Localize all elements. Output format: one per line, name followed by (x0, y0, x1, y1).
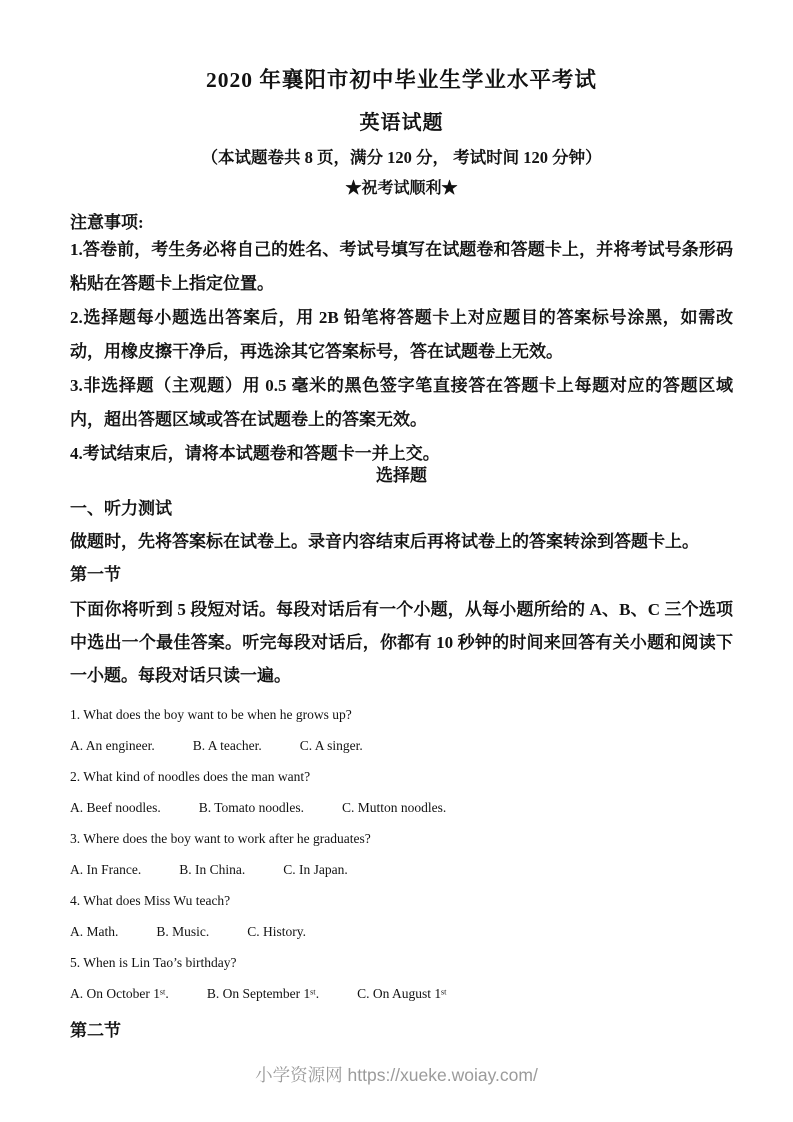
watermark-footer: 小学资源网 https://xueke.woiay.com/ (255, 1065, 538, 1085)
part2-heading: 第二节 (70, 1021, 121, 1040)
question-4-options (70, 924, 733, 940)
question-3-option-b: B. In China. (179, 862, 246, 877)
exam-title: 2020 年襄阳市初中毕业生学业水平考试 (206, 68, 597, 92)
listening-section-heading: 一、听力测试 (70, 499, 172, 518)
question-5-option-b: B. On September 1ˢᵗ. (206, 986, 320, 1001)
listening-note: 做题时，先将答案标在试卷上。录音内容结束后再将试卷上的答案转涂到答题卡上。 (70, 532, 699, 551)
question-3-option-c: C. In Japan. (283, 862, 348, 877)
notices-heading: 注意事项: (70, 213, 144, 232)
choice-section-heading: 选择题 (376, 466, 427, 485)
question-2-option-a: A. Beef noodles. (70, 800, 161, 815)
listening-questions (70, 707, 733, 1002)
question-4-text: 4. What does Miss Wu teach? (70, 893, 231, 908)
question-2-option-c: C. Mutton noodles. (342, 800, 447, 815)
question-3-options (70, 862, 733, 878)
question-3-text: 3. Where does the boy want to work after he graduates? (70, 831, 371, 846)
question-1-option-a: A. An engineer. (70, 738, 155, 753)
question-1-option-c: C. A singer. (299, 738, 363, 753)
notice-item-4: 4.考试结束后，请将本试题卷和答题卡一并上交。 (70, 444, 440, 463)
question-4-option-b: B. Music. (156, 924, 210, 939)
question-2-options (70, 800, 733, 816)
exam-subject: 英语试题 (359, 112, 444, 134)
question-5-options (70, 986, 733, 1002)
question-1-options (70, 738, 733, 754)
exam-wish: ★祝考试顺利★ (345, 180, 458, 197)
part1-instructions: 下面你将听到 5 段短对话。每段对话后有一个小题，从每小题所给的 A、B、C 三个选项中选出一个最佳答案。听完每段对话后，你都有 10 秒钟的时间来回答有关小题和阅读下一小题。每段对话只读一遍。 (70, 600, 733, 685)
question-1-text: 1. What does the boy want to be when he grows up? (70, 707, 352, 722)
question-2-text: 2. What kind of noodles does the man want? (70, 769, 311, 784)
question-2-option-b: B. Tomato noodles. (198, 800, 305, 815)
question-4-option-a: A. Math. (70, 924, 119, 939)
question-5-option-c: C. On August 1ˢᵗ (357, 986, 447, 1001)
question-1-option-b: B. A teacher. (192, 738, 262, 753)
question-5-text: 5. When is Lin Tao’s birthday? (70, 955, 237, 970)
question-5-option-a: A. On October 1ˢᵗ. (70, 986, 169, 1001)
part1-heading: 第一节 (70, 565, 121, 584)
notice-item-2: 2.选择题每小题选出答案后，用 2B 铅笔将答题卡上对应题目的答案标号涂黑，如需改动，用橡皮擦干净后，再选涂其它答案标号，答在试题卷上无效。 (70, 308, 733, 361)
notice-item-1: 1.答卷前，考生务必将自己的姓名、考试号填写在试题卷和答题卡上，并将考试号条形码粘贴在答题卡上指定位置。 (70, 240, 733, 293)
notice-item-3: 3.非选择题（主观题）用 0.5 毫米的黑色签字笔直接答在答题卡上每题对应的答题区域内，超出答题区域或答在试题卷上的答案无效。 (70, 376, 733, 429)
question-4-option-c: C. History. (247, 924, 307, 939)
paper-info: （本试题卷共 8 页，满分 120 分， 考试时间 120 分钟） (201, 148, 602, 167)
page-content (70, 0, 733, 1041)
question-3-option-a: A. In France. (70, 862, 142, 877)
